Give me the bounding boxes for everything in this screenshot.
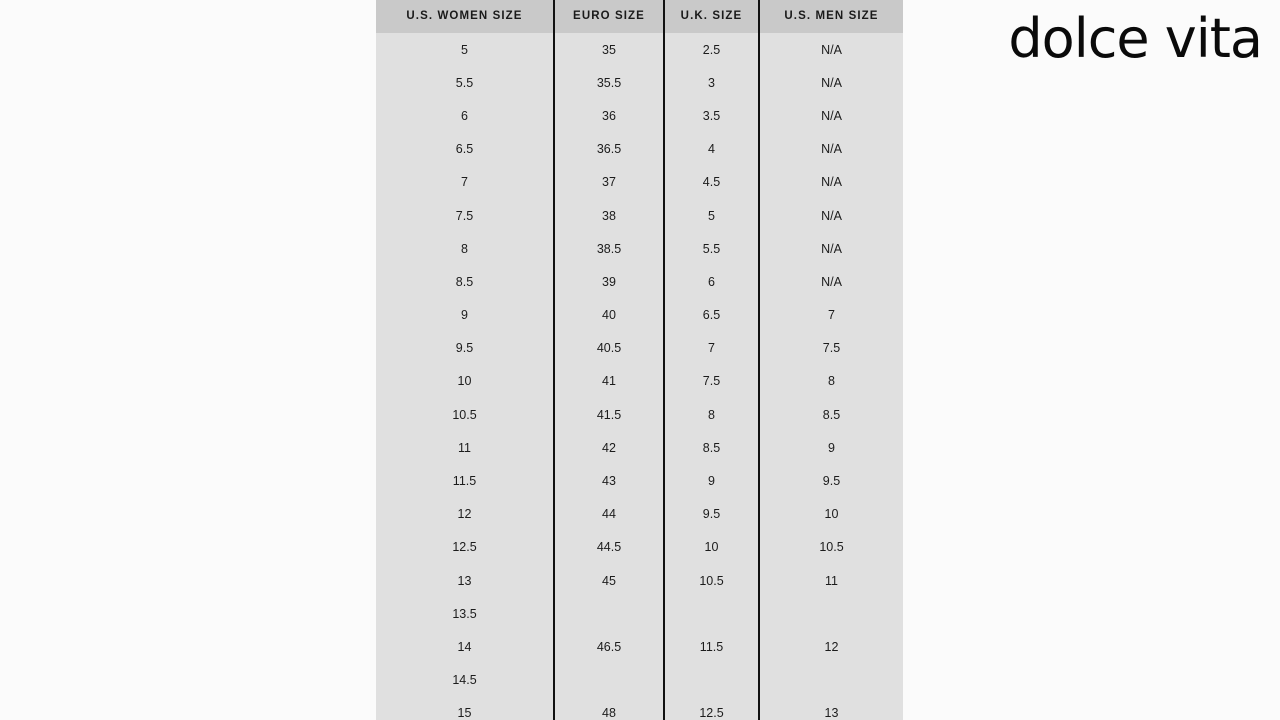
table-cell: 13.5 xyxy=(376,597,554,630)
table-cell: 11.5 xyxy=(664,630,759,663)
column-header-euro: EURO SIZE xyxy=(554,0,664,33)
table-cell: 7 xyxy=(759,299,903,332)
table-cell: 12.5 xyxy=(376,531,554,564)
table-cell: 8 xyxy=(664,398,759,431)
table-cell: 6.5 xyxy=(664,299,759,332)
column-header-uk: U.K. SIZE xyxy=(664,0,759,33)
table-cell: 7.5 xyxy=(376,199,554,232)
size-chart-table-container xyxy=(376,0,903,720)
column-header-us-women: U.S. WOMEN SIZE xyxy=(376,0,554,33)
table-row xyxy=(376,66,903,99)
table-cell: 8.5 xyxy=(664,431,759,464)
table-cell: 11 xyxy=(759,564,903,597)
table-cell: 11.5 xyxy=(376,464,554,497)
table-row xyxy=(376,365,903,398)
table-header xyxy=(376,0,903,33)
table-row xyxy=(376,464,903,497)
table-cell xyxy=(554,664,664,697)
table-cell: 8 xyxy=(376,232,554,265)
table-cell: N/A xyxy=(759,99,903,132)
table-cell: 8 xyxy=(759,365,903,398)
table-cell: 12 xyxy=(376,498,554,531)
table-row xyxy=(376,564,903,597)
table-cell: 10 xyxy=(759,498,903,531)
brand-logo: dolce vita xyxy=(1008,7,1262,70)
table-cell: 36.5 xyxy=(554,133,664,166)
table-cell: 9 xyxy=(664,464,759,497)
table-row xyxy=(376,33,903,66)
table-cell xyxy=(759,664,903,697)
table-cell: 6 xyxy=(664,265,759,298)
table-cell: 36 xyxy=(554,99,664,132)
table-header-row xyxy=(376,0,903,33)
table-row xyxy=(376,332,903,365)
table-cell: 10 xyxy=(376,365,554,398)
table-cell xyxy=(664,664,759,697)
table-cell: 38 xyxy=(554,199,664,232)
table-cell: 42 xyxy=(554,431,664,464)
table-cell: 13 xyxy=(376,564,554,597)
table-cell: 9.5 xyxy=(376,332,554,365)
table-cell: 12.5 xyxy=(664,697,759,720)
table-row xyxy=(376,431,903,464)
table-row xyxy=(376,664,903,697)
table-cell: 45 xyxy=(554,564,664,597)
table-row xyxy=(376,531,903,564)
table-cell: 41.5 xyxy=(554,398,664,431)
table-cell: N/A xyxy=(759,66,903,99)
table-cell: 39 xyxy=(554,265,664,298)
table-cell: 2.5 xyxy=(664,33,759,66)
table-cell: 8.5 xyxy=(376,265,554,298)
table-row xyxy=(376,166,903,199)
table-cell: N/A xyxy=(759,133,903,166)
table-cell: 7.5 xyxy=(664,365,759,398)
table-cell xyxy=(664,597,759,630)
table-cell: 46.5 xyxy=(554,630,664,663)
table-row xyxy=(376,498,903,531)
table-cell: 5 xyxy=(664,199,759,232)
table-cell: 14 xyxy=(376,630,554,663)
table-row xyxy=(376,232,903,265)
table-cell: N/A xyxy=(759,33,903,66)
table-row xyxy=(376,133,903,166)
table-row xyxy=(376,265,903,298)
table-cell: 40.5 xyxy=(554,332,664,365)
table-cell: N/A xyxy=(759,265,903,298)
table-cell: 37 xyxy=(554,166,664,199)
table-cell: 8.5 xyxy=(759,398,903,431)
table-cell: 44.5 xyxy=(554,531,664,564)
table-cell: 15 xyxy=(376,697,554,720)
table-cell: 7.5 xyxy=(759,332,903,365)
table-cell: 7 xyxy=(664,332,759,365)
table-cell: N/A xyxy=(759,166,903,199)
table-cell: 6 xyxy=(376,99,554,132)
table-cell: 5 xyxy=(376,33,554,66)
table-cell: 9.5 xyxy=(664,498,759,531)
table-cell: 11 xyxy=(376,431,554,464)
table-row xyxy=(376,99,903,132)
table-cell: 10.5 xyxy=(376,398,554,431)
table-cell: 7 xyxy=(376,166,554,199)
column-header-us-men: U.S. MEN SIZE xyxy=(759,0,903,33)
table-cell: 3.5 xyxy=(664,99,759,132)
table-cell: 5.5 xyxy=(376,66,554,99)
table-cell: 6.5 xyxy=(376,133,554,166)
table-cell: 4.5 xyxy=(664,166,759,199)
table-cell: 10.5 xyxy=(759,531,903,564)
table-cell: 48 xyxy=(554,697,664,720)
table-cell: 4 xyxy=(664,133,759,166)
table-body xyxy=(376,33,903,720)
table-row xyxy=(376,398,903,431)
table-cell: 9.5 xyxy=(759,464,903,497)
table-cell: 44 xyxy=(554,498,664,531)
table-cell: 40 xyxy=(554,299,664,332)
table-cell: N/A xyxy=(759,232,903,265)
table-cell: 12 xyxy=(759,630,903,663)
table-cell: 41 xyxy=(554,365,664,398)
table-cell: 3 xyxy=(664,66,759,99)
table-cell: 14.5 xyxy=(376,664,554,697)
table-row xyxy=(376,630,903,663)
table-row xyxy=(376,199,903,232)
table-cell: 35.5 xyxy=(554,66,664,99)
size-conversion-table xyxy=(376,0,903,720)
table-cell: N/A xyxy=(759,199,903,232)
table-row xyxy=(376,697,903,720)
table-cell: 10 xyxy=(664,531,759,564)
table-cell: 35 xyxy=(554,33,664,66)
table-row xyxy=(376,597,903,630)
table-cell: 43 xyxy=(554,464,664,497)
table-cell: 13 xyxy=(759,697,903,720)
table-cell: 5.5 xyxy=(664,232,759,265)
table-cell: 10.5 xyxy=(664,564,759,597)
table-cell xyxy=(759,597,903,630)
table-cell: 38.5 xyxy=(554,232,664,265)
table-cell xyxy=(554,597,664,630)
table-row xyxy=(376,299,903,332)
table-cell: 9 xyxy=(376,299,554,332)
table-cell: 9 xyxy=(759,431,903,464)
